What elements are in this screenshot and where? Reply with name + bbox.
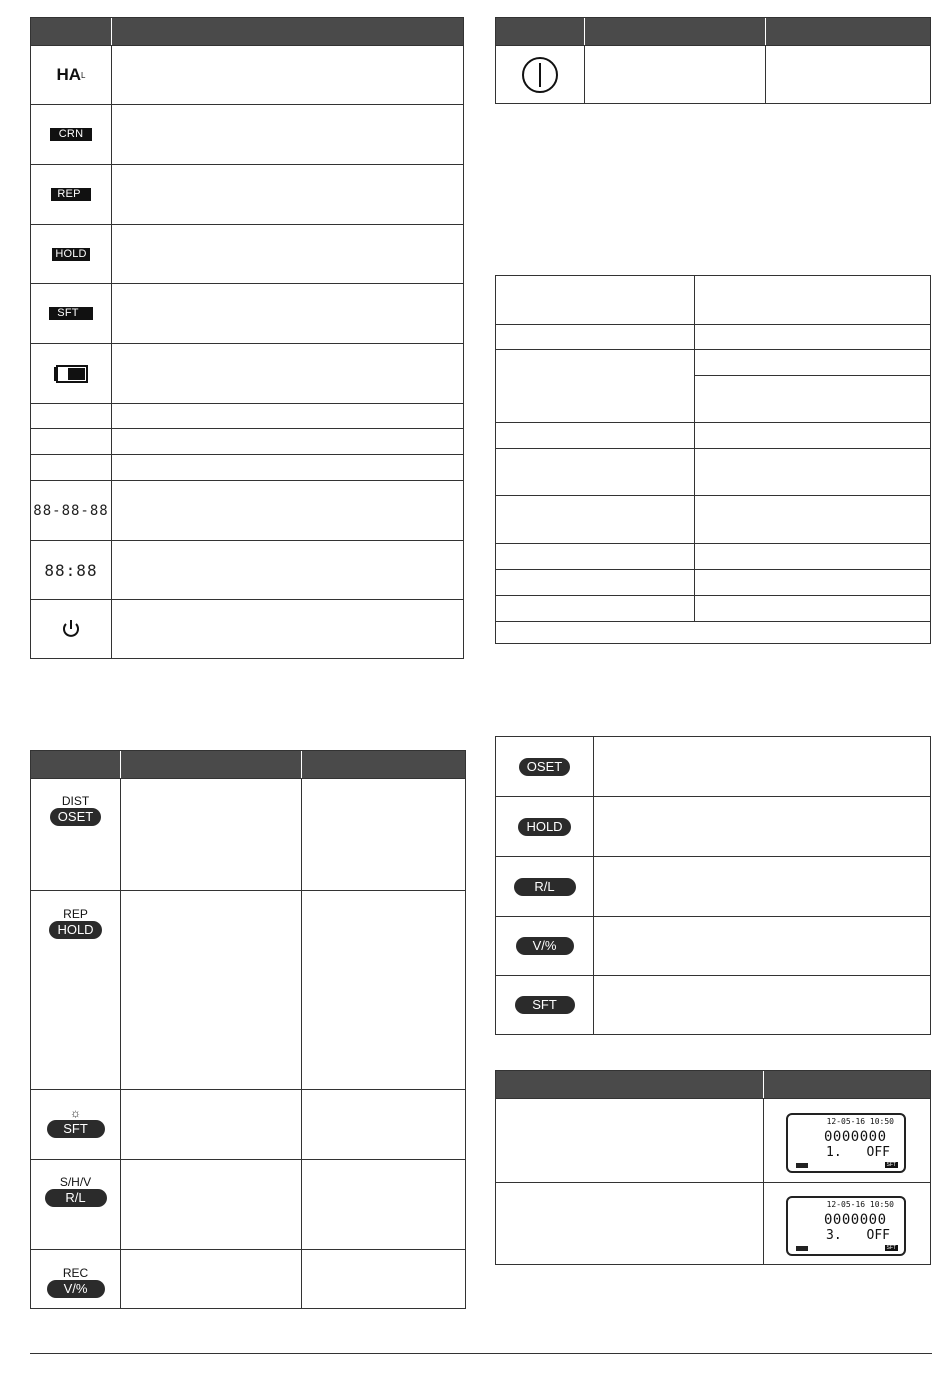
- lcd-timestamp: 12-05-16 10:50: [826, 1117, 894, 1126]
- rl-button[interactable]: R/L: [514, 878, 576, 896]
- lcd-state: OFF: [866, 1145, 890, 1160]
- lcd-number: 0000000: [824, 1212, 887, 1228]
- backlight-icon: ☼: [70, 1106, 81, 1120]
- backlight-sft-key[interactable]: [31, 1101, 120, 1143]
- dist-oset-key[interactable]: [31, 789, 120, 831]
- lcd-display-mode-3: [786, 1196, 906, 1256]
- hold-symbol: [31, 225, 111, 283]
- ha-symbol: [31, 46, 111, 104]
- shv-label: S/H/V: [59, 1175, 92, 1189]
- dist-label: DIST: [61, 794, 90, 808]
- oset-button[interactable]: OSET: [50, 808, 101, 826]
- vpercent-button[interactable]: V/%: [47, 1280, 105, 1298]
- vpercent-button[interactable]: V/%: [516, 937, 574, 955]
- vpercent-shift-key[interactable]: [496, 917, 593, 975]
- hold-button[interactable]: HOLD: [49, 921, 101, 939]
- lcd-examples-table: [495, 1070, 931, 1265]
- rec-vpercent-key[interactable]: [31, 1262, 120, 1302]
- crn-label: CRN: [50, 128, 92, 141]
- sft-label: SFT: [49, 307, 92, 320]
- sft-button[interactable]: SFT: [47, 1120, 105, 1138]
- key-functions-table: [30, 750, 466, 1309]
- rec-label: REC: [62, 1266, 89, 1280]
- display-symbols-table: [30, 17, 464, 659]
- lcd-number: 0000000: [824, 1129, 887, 1145]
- oset-button[interactable]: OSET: [519, 758, 570, 776]
- power-key-table: [495, 17, 931, 104]
- rep-hold-key[interactable]: [31, 903, 120, 943]
- date-segment-text: 88-88-88: [33, 502, 109, 519]
- lcd-state: OFF: [866, 1228, 890, 1243]
- lcd-battery-icon: [796, 1246, 808, 1251]
- lcd-battery-icon: [796, 1163, 808, 1168]
- power-icon: [31, 600, 111, 658]
- time-segment-display: [31, 541, 111, 599]
- battery-icon: [31, 344, 111, 403]
- rep-label: REP: [63, 907, 88, 921]
- hold-button[interactable]: HOLD: [518, 818, 570, 836]
- lcd-sft-badge: SFT: [886, 1245, 896, 1251]
- lcd-display-mode-1: [786, 1113, 906, 1173]
- table-header: [496, 1071, 930, 1098]
- time-segment-text: 88:88: [44, 560, 98, 580]
- footer-rule: [30, 1353, 932, 1354]
- ha-text: HA: [56, 65, 82, 84]
- lcd-mode: 1.: [826, 1145, 842, 1160]
- rep-label: REP: [51, 188, 90, 201]
- table-header: [496, 18, 930, 45]
- oset-shift-key[interactable]: [496, 737, 593, 796]
- crn-symbol: [31, 105, 111, 164]
- specifications-table: [495, 275, 931, 644]
- table-header: [31, 751, 465, 778]
- sft-symbol: [31, 284, 111, 343]
- hold-label: HOLD: [52, 248, 89, 261]
- shv-rl-key[interactable]: [31, 1171, 120, 1211]
- rl-button[interactable]: R/L: [45, 1189, 107, 1207]
- hold-shift-key[interactable]: [496, 797, 593, 856]
- ha-superscript: L: [81, 70, 86, 80]
- power-button-icon[interactable]: [496, 46, 584, 104]
- lcd-sft-badge: SFT: [886, 1162, 896, 1168]
- sft-shift-key[interactable]: [496, 976, 593, 1034]
- lcd-mode: 3.: [826, 1228, 842, 1243]
- table-header: [31, 18, 463, 45]
- sft-button[interactable]: SFT: [515, 996, 575, 1014]
- date-segment-display: [31, 481, 111, 540]
- shift-keys-table: [495, 736, 931, 1035]
- rep-symbol: [31, 165, 111, 224]
- lcd-timestamp: 12-05-16 10:50: [826, 1200, 894, 1209]
- rl-shift-key[interactable]: [496, 857, 593, 916]
